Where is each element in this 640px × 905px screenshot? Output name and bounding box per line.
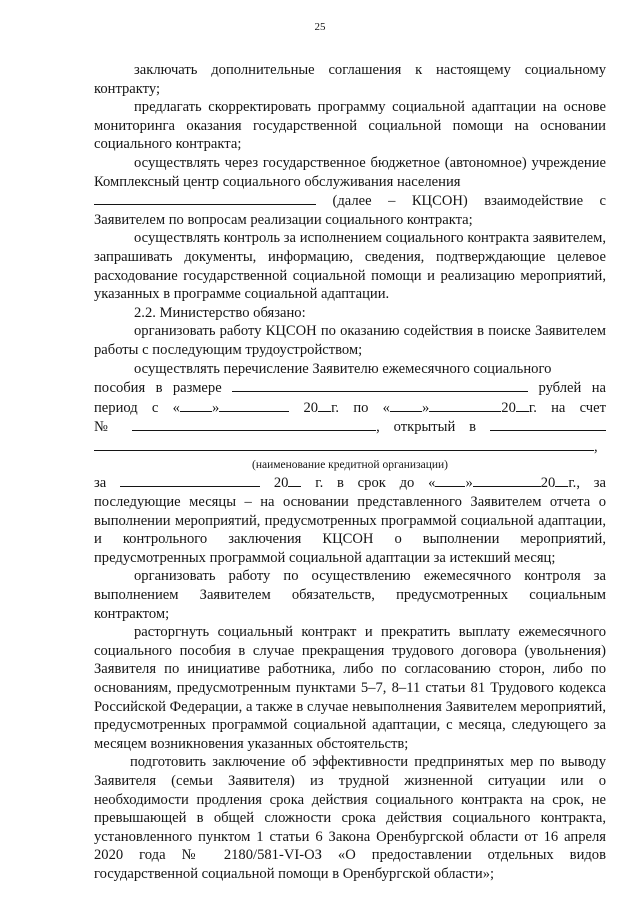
text-fragment: » [421, 399, 430, 416]
text-fragment: г. на счет [528, 399, 606, 416]
month-field [473, 473, 541, 487]
text-fragment: г., за [568, 475, 607, 492]
field-caption: (наименование кредитной организации) [251, 459, 449, 472]
text-fragment: » [211, 399, 220, 416]
period-field [120, 473, 260, 487]
paragraph: заключать дополнительные соглашения к настоящему социальному контракту; [94, 62, 606, 97]
section-heading: 2.2. Министерство обязано: [134, 304, 306, 321]
text-fragment: 20 [273, 475, 289, 492]
year-field [318, 398, 331, 412]
text-fragment: пособия в размере [94, 380, 222, 397]
paragraph-line [94, 398, 606, 418]
text-fragment: , [594, 438, 598, 455]
year-field [555, 473, 568, 487]
month-field [219, 398, 289, 412]
paragraph: расторгнуть социальный контракт и прекратить выплату ежемесячного социального пособия в случае прекращения трудового договора (увольнения) Заявителя по инициативе работника, либо по согласованию сторон, либо по основаниям, предусмотренным пунктами 5–7, 8–11 статьи 81 Трудового кодекса Российской Федерации, а также в случае невыполнения Заявителем мероприятий, предусмотренных программой социальной адаптации, с месяца, следующего за месяцем возникновения указанных обстоятельств; [94, 624, 606, 752]
paragraph-line [94, 473, 606, 493]
year-field [516, 398, 529, 412]
month-field [429, 398, 501, 412]
text-fragment: 20 [501, 399, 516, 416]
paragraph: подготовить заключение об эффективности предпринятых мер по выводу Заявителя (семьи Заявителя) из трудной жизненной ситуации или о необходимости продления срока действия социального контракта на срок, не превышающей в общей сложности срока действия социального контракта, установленного пунктом 1 статьи 6 Закона Оренбургской области от 16 апреля 2020 года № 2180/581-VI-ОЗ «О предоставлении отдельных видов государственной социальной помощи в Оренбургской области»; [94, 754, 606, 882]
bank-name-field [94, 437, 594, 451]
paragraph: осуществлять через государственное бюджетное (автономное) учреждение Комплексный центр социального обслуживания населения [94, 154, 606, 190]
paragraph-line: осуществлять перечисление Заявителю ежемесячного социального [134, 360, 552, 377]
paragraph: организовать работу по осуществлению ежемесячного контроля за выполнением Заявителем обязательств, предусмотренных социальным контрактом; [94, 568, 606, 622]
text-fragment: период с « [94, 399, 180, 416]
document-body [94, 61, 606, 884]
day-field [390, 398, 422, 412]
year-field [288, 473, 301, 487]
day-field [180, 398, 212, 412]
bank-field [490, 417, 606, 431]
amount-field [232, 378, 528, 392]
paragraph-line [94, 437, 606, 457]
paragraph: организовать работу КЦСОН по оказанию содействия в поиске Заявителем работы с последующим трудоустройством; [94, 323, 606, 358]
text-fragment: за [94, 475, 107, 492]
text-fragment: г. в срок до « [315, 475, 436, 492]
text-fragment: 20 [540, 475, 556, 492]
paragraph-line [94, 378, 606, 398]
paragraph: предлагать скорректировать программу социальной адаптации на основе мониторинга оказания государственной социальной помощи на основании социального контракта; [94, 99, 606, 153]
blank-field [94, 191, 316, 205]
text-fragment: , открытый в [376, 419, 477, 436]
paragraph-line [94, 417, 606, 437]
text-fragment: г. по « [331, 399, 390, 416]
text-fragment: рублей на [538, 380, 606, 397]
paragraph-line: Заявителем по вопросам реализации социального контракта; [94, 211, 473, 228]
text-fragment: № [94, 419, 119, 436]
account-number-field [132, 417, 376, 431]
text-fragment: (далее – КЦСОН) взаимодействие с [332, 193, 606, 210]
paragraph-line [94, 191, 606, 211]
text-fragment: 20 [303, 399, 319, 416]
day-field [435, 473, 465, 487]
paragraph: последующие месяцы – на основании представленного Заявителем отчета о выполнении мероприятий, предусмотренных программой социальной адаптации, и контрольного заключения КЦСОН о выполнении мероприятий, предусмотренных программой социальной адаптации за истекший месяц; [94, 494, 606, 566]
paragraph: осуществлять контроль за исполнением социального контракта заявителем, запрашивать документы, информацию, сведения, подтверждающие целевое расходование государственной социальной помощи и реализацию мероприятий, указанных в программе социальной адаптации. [94, 230, 606, 303]
page-number: 25 [314, 21, 326, 33]
text-fragment: » [465, 475, 473, 492]
